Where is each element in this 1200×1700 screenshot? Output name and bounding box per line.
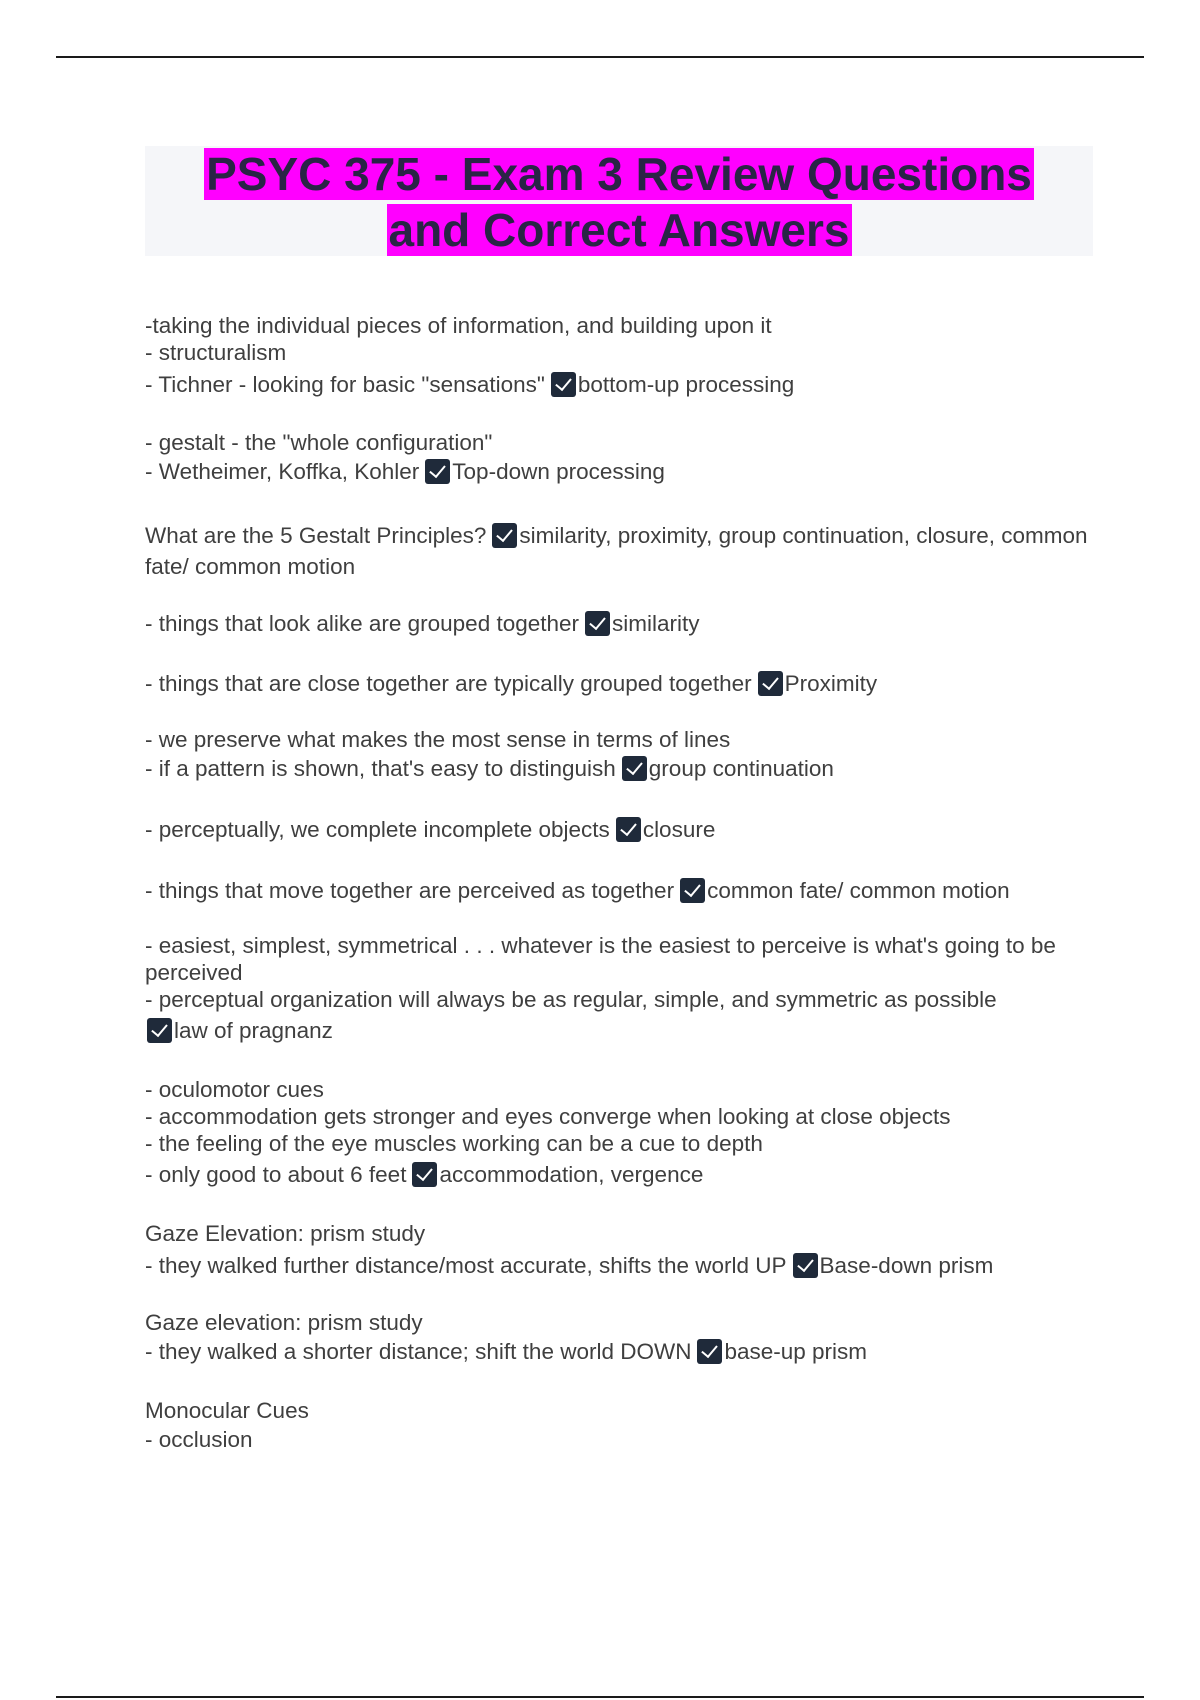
- title-banner: [145, 146, 1093, 256]
- question-line: - gestalt - the "whole configuration": [145, 430, 493, 455]
- qa-item: [145, 725, 1095, 783]
- checkmark-icon: [492, 523, 517, 548]
- answer-text: Proximity: [784, 671, 878, 696]
- checkmark-icon: [793, 1253, 818, 1278]
- question-line: - Wetheimer, Koffka, Kohler: [145, 459, 420, 484]
- question-line: Monocular Cues: [145, 1398, 309, 1423]
- answer-text: bottom-up processing: [577, 372, 795, 397]
- checkmark-icon: [412, 1162, 437, 1187]
- qa-item: [145, 932, 1095, 1044]
- header-rule: [56, 56, 1144, 58]
- qa-item: [145, 609, 1095, 638]
- answer-text: common fate/ common motion: [707, 878, 1010, 903]
- answer-text: Top-down processing: [452, 459, 665, 484]
- question-line: What are the 5 Gestalt Principles?: [145, 523, 487, 548]
- checkmark-icon: [585, 611, 610, 636]
- question-line: - things that are close together are typically grouped together: [145, 671, 752, 696]
- answer-text: accommodation, vergence: [439, 1162, 704, 1187]
- question-line: - they walked a shorter distance; shift the world DOWN: [145, 1339, 692, 1364]
- qa-item: [145, 876, 1095, 905]
- question-line: - perceptually, we complete incomplete objects: [145, 817, 610, 842]
- footer-rule: [56, 1696, 1144, 1698]
- qa-item: [145, 520, 1095, 582]
- answer-text: Base-down prism: [819, 1253, 994, 1278]
- question-line: - only good to about 6 feet: [145, 1162, 407, 1187]
- qa-item: [145, 1396, 1095, 1454]
- question-line: - easiest, simplest, symmetrical . . . whatever is the easiest to perceive is what's going to be perceived: [145, 933, 1056, 985]
- question-line: -taking the individual pieces of information, and building upon it: [145, 313, 772, 338]
- checkmark-icon: [147, 1018, 172, 1043]
- question-line: - the feeling of the eye muscles working can be a cue to depth: [145, 1131, 763, 1156]
- question-line: - they walked further distance/most accurate, shifts the world UP: [145, 1253, 787, 1278]
- question-line: Gaze Elevation: prism study: [145, 1221, 426, 1246]
- qa-item: [145, 1076, 1095, 1188]
- question-line: - things that move together are perceived as together: [145, 878, 675, 903]
- question-line: - we preserve what makes the most sense in terms of lines: [145, 727, 731, 752]
- document-title-line1: PSYC 375 - Exam 3 Review Questions: [206, 148, 1032, 200]
- qa-item: [145, 311, 1095, 399]
- checkmark-icon: [697, 1339, 722, 1364]
- question-line: - occlusion: [145, 1427, 253, 1452]
- question-line: - structuralism: [145, 340, 287, 365]
- question-line: - Tichner - looking for basic "sensations": [145, 372, 545, 397]
- answer-text: closure: [642, 817, 716, 842]
- checkmark-icon: [622, 756, 647, 781]
- qa-item: [145, 669, 1095, 698]
- qa-item: [145, 1219, 1095, 1280]
- answer-text: law of pragnanz: [174, 1018, 333, 1043]
- question-line: - perceptual organization will always be as regular, simple, and symmetric as possible: [145, 987, 997, 1012]
- question-line: - things that look alike are grouped together: [145, 611, 580, 636]
- checkmark-icon: [680, 878, 705, 903]
- checkmark-icon: [758, 671, 783, 696]
- question-line: Gaze elevation: prism study: [145, 1310, 423, 1335]
- qa-item: [145, 815, 1095, 844]
- answer-text: similarity: [612, 611, 700, 636]
- question-line: - if a pattern is shown, that's easy to distinguish: [145, 756, 616, 781]
- document-title-line2: and Correct Answers: [388, 204, 850, 256]
- checkmark-icon: [616, 817, 641, 842]
- answer-text: base-up prism: [724, 1339, 868, 1364]
- answer-text: similarity, proximity, group continuation, closure, common fate/ common motion: [145, 523, 1088, 579]
- document-title: [145, 146, 1093, 258]
- qa-item: [145, 428, 1095, 486]
- question-line: - oculomotor cues: [145, 1077, 324, 1102]
- question-line: - accommodation gets stronger and eyes converge when looking at close objects: [145, 1104, 951, 1129]
- qa-item: [145, 1308, 1095, 1366]
- answer-text: group continuation: [648, 756, 834, 781]
- checkmark-icon: [425, 459, 450, 484]
- checkmark-icon: [551, 372, 576, 397]
